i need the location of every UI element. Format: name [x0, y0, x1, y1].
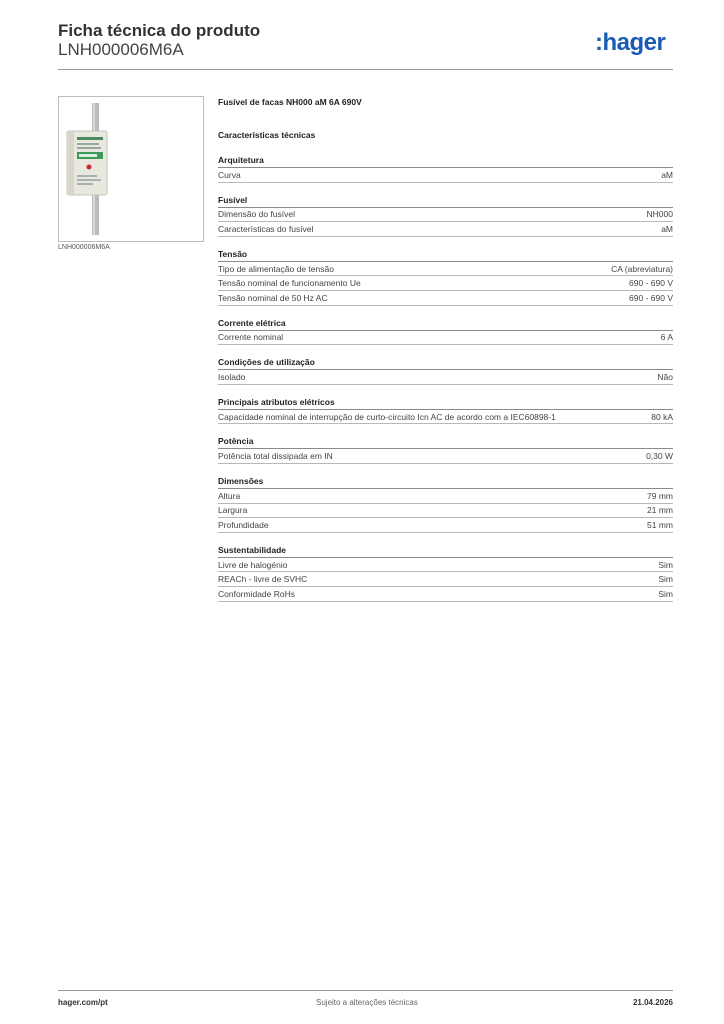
spec-label: Dimensão do fusível [218, 209, 296, 220]
spec-content [218, 96, 673, 602]
spec-group [218, 317, 673, 346]
spec-row [218, 370, 673, 385]
spec-label: Tipo de alimentação de tensão [218, 263, 334, 274]
spec-group [218, 435, 673, 464]
spec-group-title: Tensão [218, 248, 673, 262]
spec-value: 51 mm [647, 519, 673, 530]
footer-divider [58, 990, 673, 991]
spec-group-title: Potência [218, 435, 673, 449]
hager-logo-text: :hager [595, 29, 666, 56]
spec-row [218, 168, 673, 183]
footer-date: 21.04.2026 [632, 998, 673, 1007]
spec-value: 690 - 690 V [629, 292, 673, 303]
spec-label: Altura [218, 490, 241, 501]
spec-row [218, 208, 673, 223]
footer-website-link[interactable]: hager.com/pt [58, 998, 108, 1007]
spec-value: NH000 [646, 209, 673, 220]
spec-value: Sim [658, 574, 673, 585]
product-name: Fusível de facas NH000 aM 6A 690V [218, 97, 362, 107]
spec-row [218, 587, 673, 602]
spec-value: Não [657, 371, 673, 382]
spec-label: Corrente nominal [218, 332, 284, 343]
spec-group-title: Dimensões [218, 475, 673, 489]
spec-group [218, 154, 673, 183]
spec-row [218, 276, 673, 291]
spec-label: Conformidade RoHs [218, 588, 296, 599]
header-divider [58, 69, 673, 70]
spec-row [218, 291, 673, 306]
spec-row [218, 262, 673, 277]
spec-label: Capacidade nominal de interrupção de curto-circuito Icn AC de acordo com a IEC60898-1 [218, 411, 556, 422]
spec-group-title: Corrente elétrica [218, 317, 673, 331]
spec-label: Características do fusível [218, 223, 314, 234]
page-title: Ficha técnica do produto [58, 21, 261, 40]
spec-label: REACh - livre de SVHC [218, 574, 308, 585]
spec-row [218, 222, 673, 237]
spec-group-title: Principais atributos elétricos [218, 396, 673, 410]
spec-row [218, 558, 673, 573]
spec-group [218, 396, 673, 425]
spec-value: Sim [658, 588, 673, 599]
section-title: Características técnicas [218, 130, 316, 140]
footer-notice: Sujeito a alterações técnicas [316, 998, 418, 1007]
spec-label: Profundidade [218, 519, 269, 530]
spec-row [218, 572, 673, 587]
spec-group-title: Condições de utilização [218, 356, 673, 370]
spec-group-title: Fusível [218, 194, 673, 208]
spec-label: Isolado [218, 371, 246, 382]
fuse-illustration [59, 97, 203, 241]
product-image [58, 96, 204, 242]
spec-value: aM [661, 223, 673, 234]
spec-value: 690 - 690 V [629, 278, 673, 289]
spec-row [218, 410, 673, 425]
spec-value: CA (abreviatura) [611, 263, 673, 274]
spec-label: Curva [218, 169, 241, 180]
spec-label: Largura [218, 505, 248, 516]
spec-label: Tensão nominal de funcionamento Ue [218, 278, 361, 289]
spec-value: 79 mm [647, 490, 673, 501]
spec-value: 0,30 W [646, 451, 673, 462]
spec-row [218, 504, 673, 519]
spec-row [218, 518, 673, 533]
spec-group [218, 475, 673, 533]
spec-value: aM [661, 169, 673, 180]
spec-group [218, 248, 673, 306]
spec-group [218, 194, 673, 237]
spec-groups [218, 154, 673, 602]
spec-group [218, 544, 673, 602]
spec-group-title: Sustentabilidade [218, 544, 673, 558]
image-caption: LNH000006M6A [58, 244, 110, 251]
spec-value: 80 kA [651, 411, 673, 422]
spec-label: Tensão nominal de 50 Hz AC [218, 292, 328, 303]
spec-label: Potência total dissipada em IN [218, 451, 333, 462]
spec-group-title: Arquitetura [218, 154, 673, 168]
hager-logo[interactable] [595, 28, 675, 58]
spec-row [218, 449, 673, 464]
spec-value: 6 A [660, 332, 673, 343]
spec-group [218, 356, 673, 385]
spec-row [218, 489, 673, 504]
spec-label: Livre de halogénio [218, 559, 288, 570]
product-code: LNH000006M6A [58, 40, 184, 59]
spec-row [218, 331, 673, 346]
spec-value: 21 mm [647, 505, 673, 516]
spec-value: Sim [658, 559, 673, 570]
